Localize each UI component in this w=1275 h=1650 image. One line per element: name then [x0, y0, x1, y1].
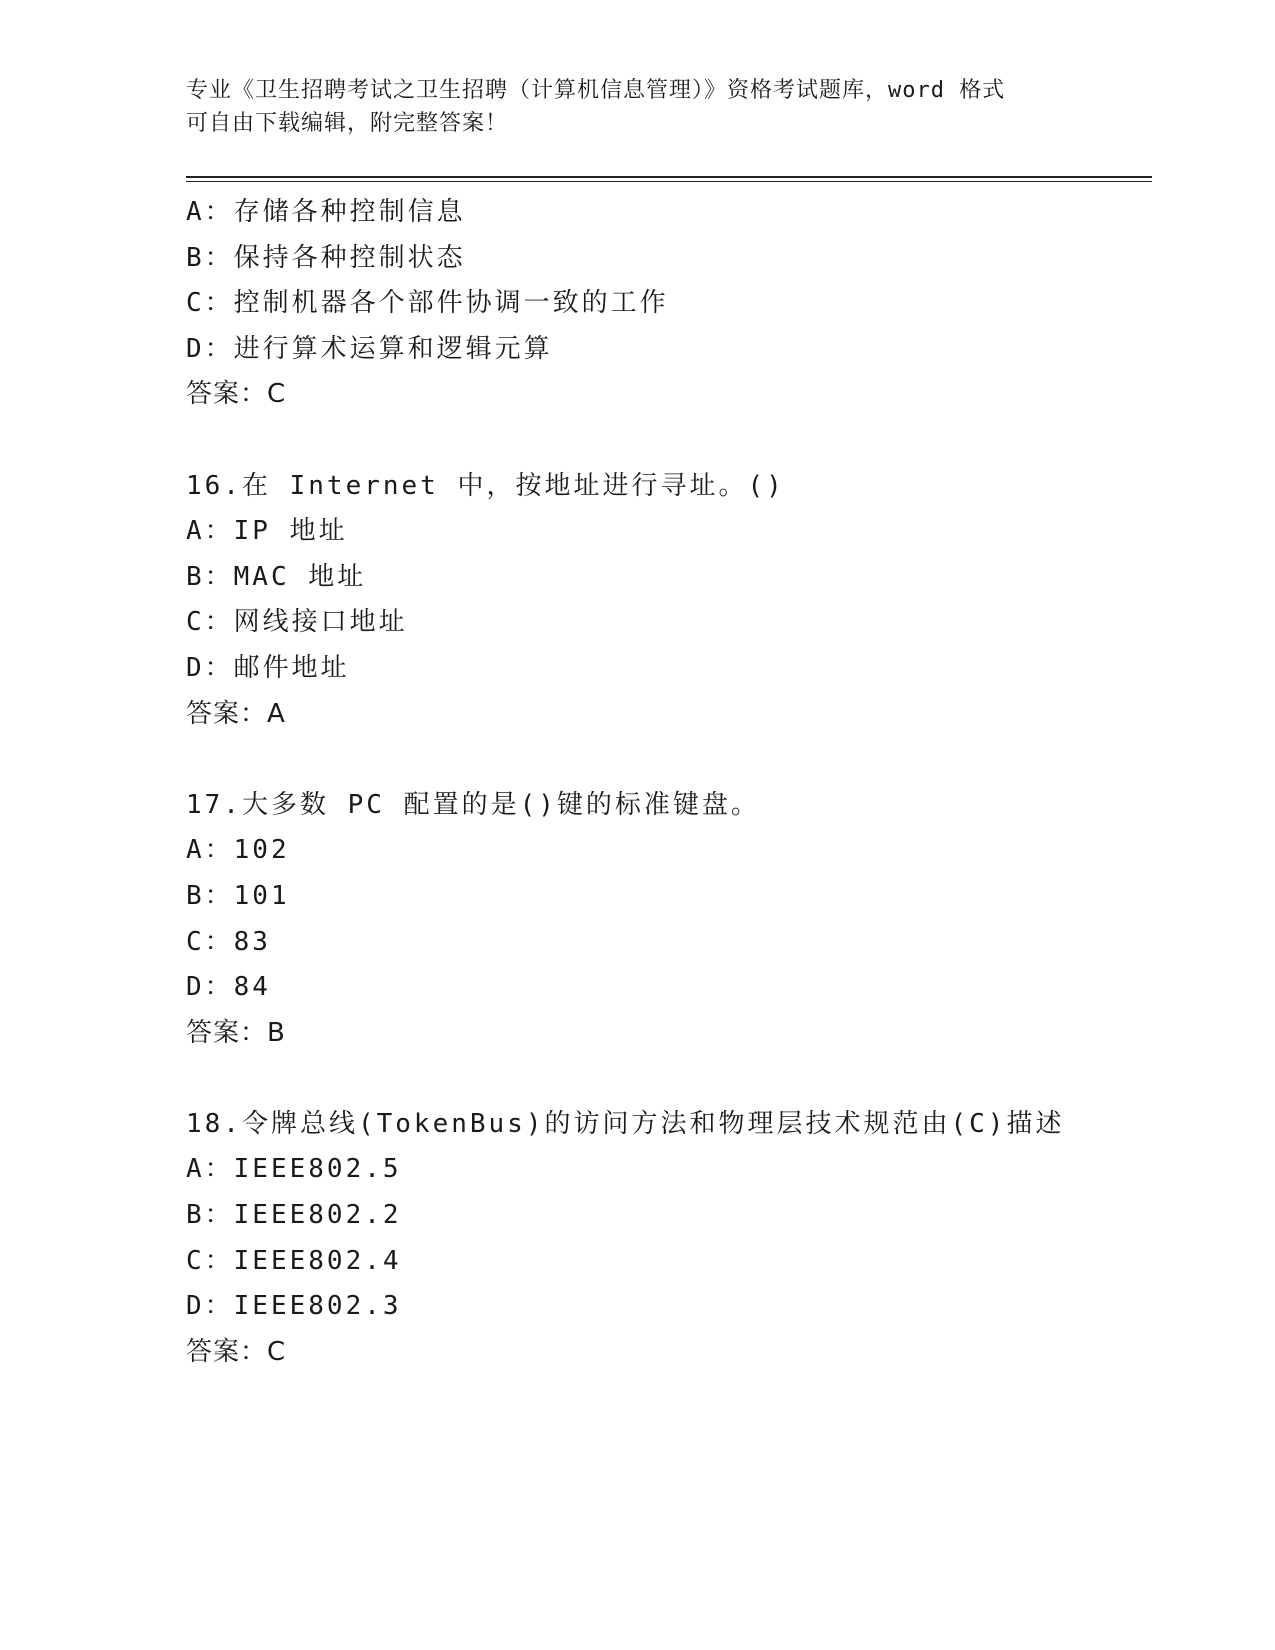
option-label: D： — [186, 333, 234, 364]
option-text: 网线接口地址 — [233, 607, 408, 638]
option-label: B： — [186, 561, 234, 592]
block-spacer — [186, 418, 1152, 464]
answer-line: 答案：B — [186, 1017, 286, 1048]
question-text: 18.令牌总线(TokenBus)的访问方法和物理层技术规范由(C)描述 — [186, 1108, 1065, 1139]
question-block — [186, 783, 1152, 1057]
question-text: 17.大多数 PC 配置的是()键的标准键盘。 — [186, 789, 760, 820]
option-a — [186, 1147, 1152, 1193]
option-b — [186, 236, 1152, 282]
option-text: IEEE802.2 — [233, 1200, 402, 1231]
option-c — [186, 920, 1152, 966]
option-text: 邮件地址 — [233, 652, 350, 683]
option-d — [186, 965, 1152, 1011]
option-text: 保持各种控制状态 — [233, 242, 466, 273]
option-label: D： — [186, 652, 234, 683]
option-label: C： — [186, 926, 234, 957]
question-block — [186, 1102, 1152, 1376]
option-text: 进行算术运算和逻辑元算 — [233, 333, 553, 364]
option-b — [186, 874, 1152, 920]
option-a — [186, 190, 1152, 236]
option-label: A： — [186, 1154, 234, 1185]
question-block — [186, 190, 1152, 418]
option-c — [186, 281, 1152, 327]
question-list — [186, 190, 1152, 1375]
header-line-2: 可自由下载编辑，附完整答案！ — [186, 111, 509, 136]
option-c — [186, 600, 1152, 646]
option-d — [186, 327, 1152, 373]
option-b — [186, 1193, 1152, 1239]
block-spacer — [186, 737, 1152, 783]
option-text: IEEE802.5 — [233, 1154, 402, 1185]
option-text: IEEE802.4 — [233, 1245, 402, 1276]
header-divider-bottom — [186, 181, 1152, 182]
option-label: C： — [186, 288, 234, 319]
answer-line: 答案：C — [186, 379, 287, 410]
option-label: C： — [186, 1245, 234, 1276]
option-a — [186, 828, 1152, 874]
option-label: D： — [186, 972, 234, 1003]
option-c — [186, 1239, 1152, 1285]
option-text: 控制机器各个部件协调一致的工作 — [233, 288, 669, 319]
document-header — [186, 74, 1086, 140]
option-label: B： — [186, 242, 234, 273]
option-label: A： — [186, 835, 234, 866]
answer-line: 答案：A — [186, 698, 286, 729]
header-line-1: 专业《卫生招聘考试之卫生招聘（计算机信息管理）》资格考试题库，word 格式 — [186, 78, 1006, 103]
block-spacer — [186, 1056, 1152, 1102]
option-d — [186, 1284, 1152, 1330]
answer-line: 答案：C — [186, 1336, 287, 1367]
option-text: 84 — [233, 972, 271, 1003]
option-label: B： — [186, 1200, 234, 1231]
option-label: D： — [186, 1291, 234, 1322]
option-label: A： — [186, 516, 234, 547]
option-text: IEEE802.3 — [233, 1291, 402, 1322]
header-divider-top — [186, 176, 1152, 178]
question-text: 16.在 Internet 中，按地址进行寻址。() — [186, 470, 785, 501]
question-block — [186, 464, 1152, 738]
option-text: MAC 地址 — [233, 561, 367, 592]
option-label: A： — [186, 197, 234, 227]
option-text: 102 — [233, 835, 290, 866]
option-label: C： — [186, 607, 234, 638]
option-text: 83 — [233, 926, 271, 957]
option-a — [186, 509, 1152, 555]
option-label: B： — [186, 880, 234, 911]
option-d — [186, 646, 1152, 692]
option-text: 存储各种控制信息 — [233, 197, 466, 227]
option-text: 101 — [233, 880, 290, 911]
option-text: IP 地址 — [233, 516, 348, 547]
option-b — [186, 555, 1152, 601]
